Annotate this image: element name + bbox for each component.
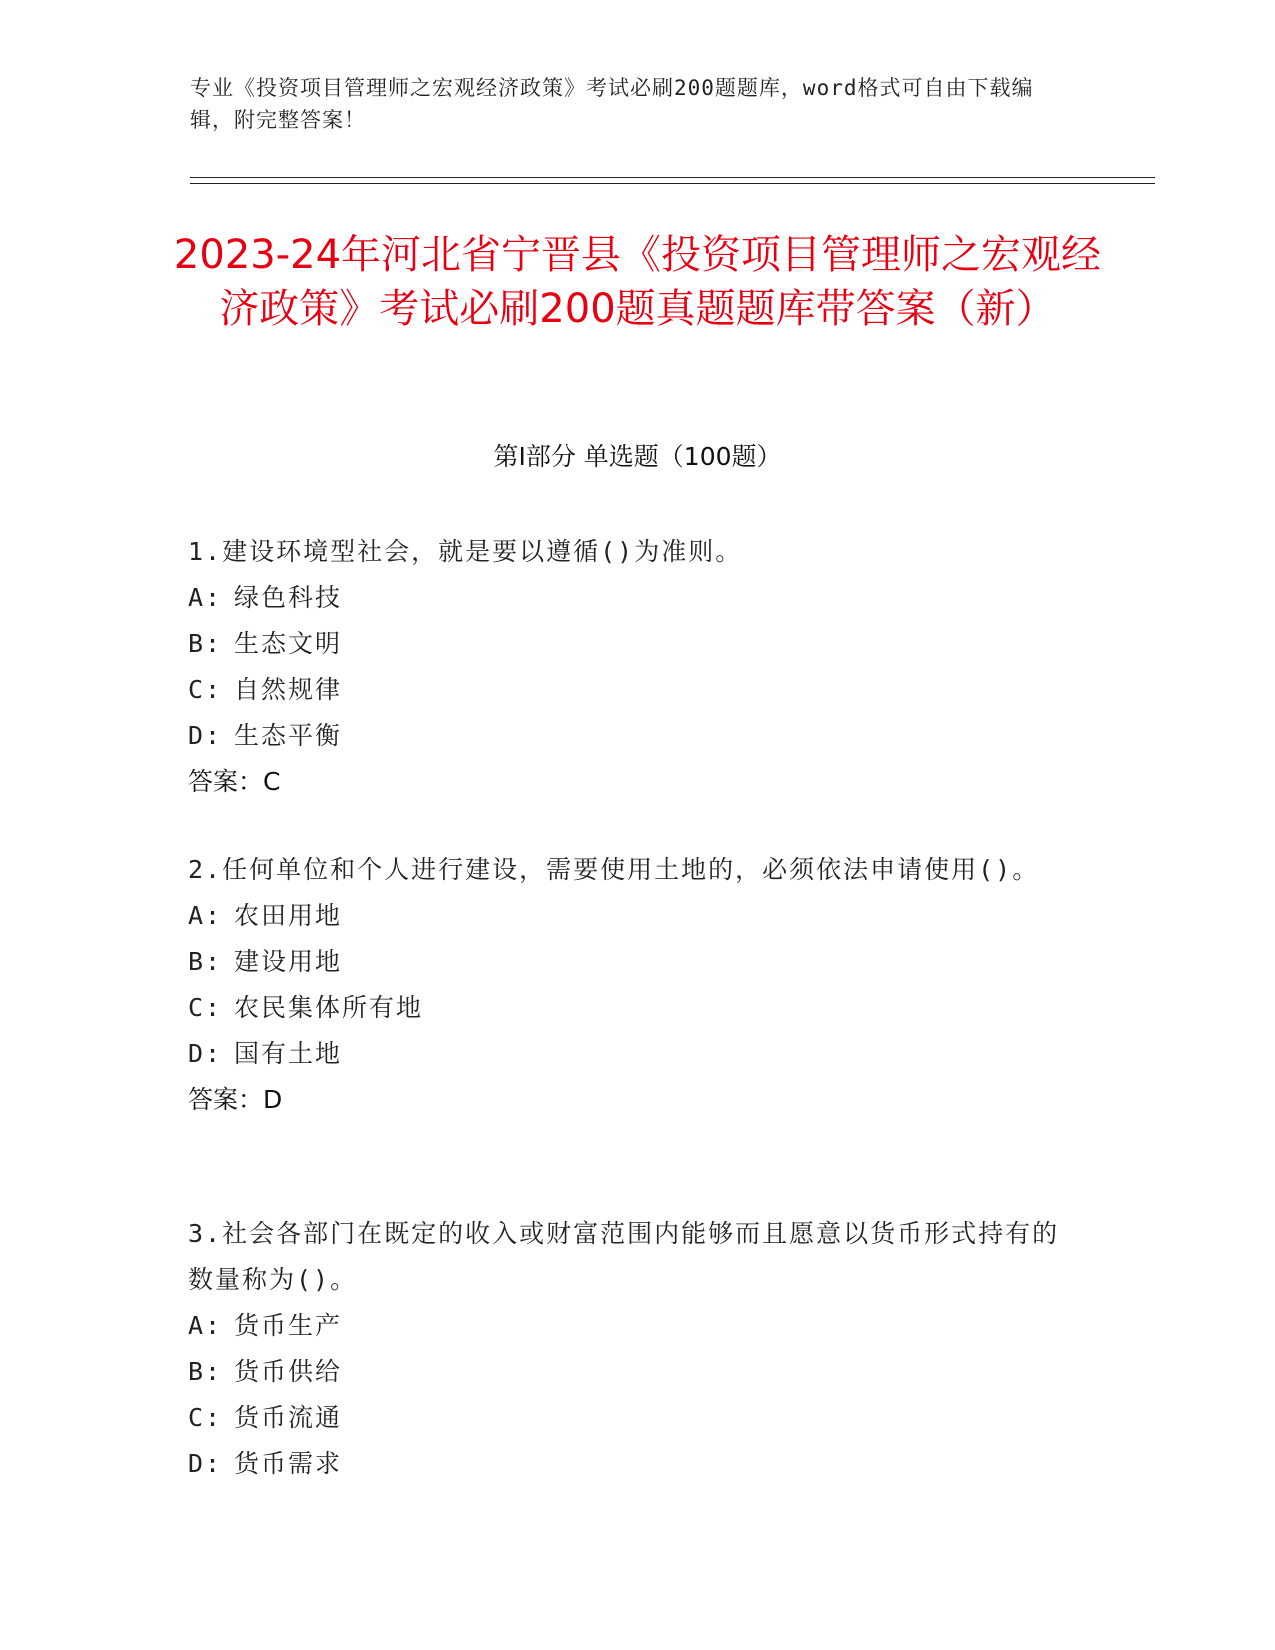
option-key: D:	[188, 1449, 223, 1478]
option-text: 自然规律	[234, 675, 343, 704]
option-c	[188, 1395, 1068, 1441]
header-divider-top	[190, 177, 1155, 178]
question-block	[188, 529, 1068, 805]
option-d	[188, 1441, 1068, 1487]
answer-line: 答案：D	[188, 1085, 283, 1114]
option-text: 货币需求	[234, 1449, 343, 1478]
option-b	[188, 1349, 1068, 1395]
option-b	[188, 621, 1068, 667]
option-key: B:	[188, 1357, 223, 1386]
option-c	[188, 667, 1068, 713]
option-key: A:	[188, 901, 223, 930]
option-key: C:	[188, 1403, 223, 1432]
option-b	[188, 939, 1068, 985]
option-text: 货币生产	[234, 1311, 343, 1340]
option-text: 货币流通	[234, 1403, 343, 1432]
option-text: 生态平衡	[234, 721, 343, 750]
option-a	[188, 893, 1068, 939]
question-stem: 1.建设环境型社会，就是要以遵循()为准则。	[188, 537, 743, 566]
header-divider-bottom	[190, 183, 1155, 184]
question-block	[188, 1211, 1068, 1487]
option-text: 农田用地	[234, 901, 343, 930]
option-key: C:	[188, 675, 223, 704]
option-text: 建设用地	[234, 947, 343, 976]
option-d	[188, 1031, 1068, 1077]
option-key: A:	[188, 583, 223, 612]
option-key: C:	[188, 993, 223, 1022]
option-text: 农民集体所有地	[234, 993, 424, 1022]
option-key: A:	[188, 1311, 223, 1340]
option-text: 国有土地	[234, 1039, 343, 1068]
question-block	[188, 847, 1068, 1123]
option-key: B:	[188, 629, 223, 658]
question-stem: 2.任何单位和个人进行建设，需要使用土地的，必须依法申请使用()。	[188, 855, 1040, 884]
option-d	[188, 713, 1068, 759]
option-c	[188, 985, 1068, 1031]
answer-line: 答案：C	[188, 767, 281, 796]
section-heading: 第Ⅰ部分 单选题（100题）	[493, 442, 782, 471]
option-key: B:	[188, 947, 223, 976]
option-text: 货币供给	[234, 1357, 343, 1386]
option-text: 绿色科技	[234, 583, 343, 612]
document-intro: 专业《投资项目管理师之宏观经济政策》考试必刷200题题库，word格式可自由下载编辑，附完整答案！	[190, 76, 1034, 132]
option-key: D:	[188, 721, 223, 750]
option-text: 生态文明	[234, 629, 343, 658]
option-a	[188, 575, 1068, 621]
question-stem: 3.社会各部门在既定的收入或财富范围内能够而且愿意以货币形式持有的数量称为()。	[188, 1219, 1060, 1294]
option-key: D:	[188, 1039, 223, 1068]
option-a	[188, 1303, 1068, 1349]
document-title: 2023-24年河北省宁晋县《投资项目管理师之宏观经济政策》考试必刷200题真题题库带答案（新）	[173, 232, 1102, 332]
